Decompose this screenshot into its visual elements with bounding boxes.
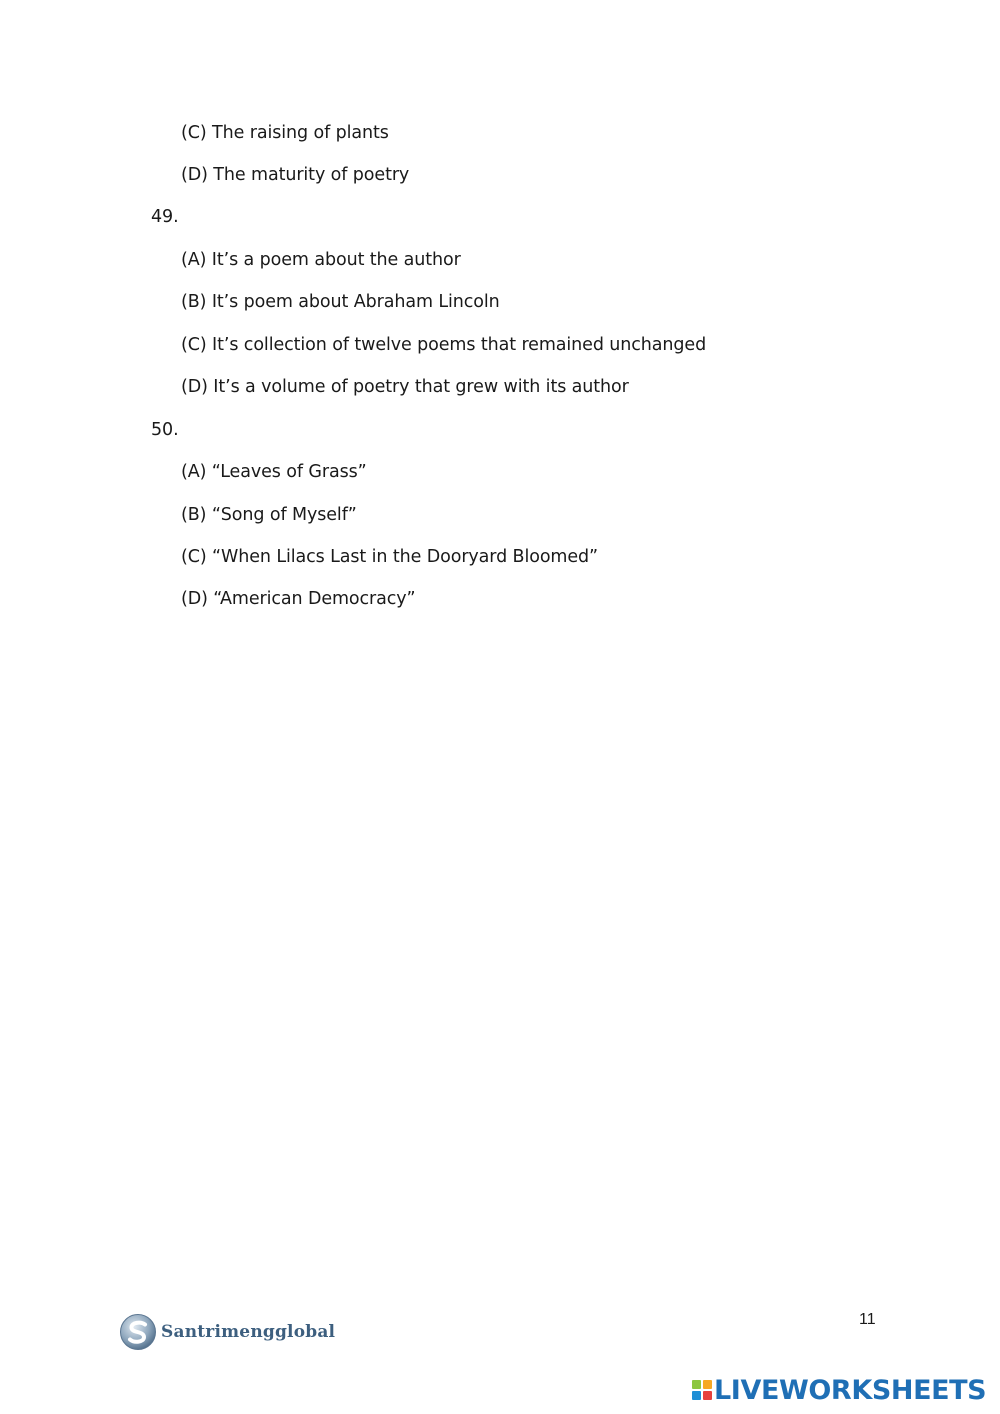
question-number-50: 50. <box>151 420 179 440</box>
option-c-raising-of-plants: (C) The raising of plants <box>181 123 389 143</box>
option-d-volume-grew: (D) It’s a volume of poetry that grew with its author <box>181 377 629 397</box>
option-b-poem-about-lincoln: (B) It’s poem about Abraham Lincoln <box>181 292 500 312</box>
option-a-leaves-of-grass: (A) “Leaves of Grass” <box>181 462 367 482</box>
liveworksheets-squares-icon <box>692 1380 712 1400</box>
option-c-twelve-poems: (C) It’s collection of twelve poems that remained unchanged <box>181 335 707 355</box>
option-c-when-lilacs: (C) “When Lilacs Last in the Dooryard Bloomed” <box>181 547 599 567</box>
square-v <box>692 1391 701 1400</box>
question-number-49: 49. <box>151 207 179 227</box>
option-a-poem-about-author: (A) It’s a poem about the author <box>181 250 461 270</box>
santrimengglobal-s-icon <box>119 1313 157 1351</box>
brand-name: Santrimengglobal <box>161 1322 336 1342</box>
square-l <box>692 1380 701 1389</box>
liveworksheets-logo <box>692 1374 986 1406</box>
option-d-maturity-of-poetry: (D) The maturity of poetry <box>181 165 410 185</box>
square-i <box>703 1380 712 1389</box>
page-number: 11 <box>859 1311 876 1328</box>
option-d-american-democracy: (D) “American Democracy” <box>181 589 416 609</box>
liveworksheets-text: LIVEWORKSHEETS <box>714 1374 987 1406</box>
option-b-song-of-myself: (B) “Song of Myself” <box>181 505 357 525</box>
square-e <box>703 1391 712 1400</box>
santrimengglobal-logo <box>119 1312 335 1352</box>
